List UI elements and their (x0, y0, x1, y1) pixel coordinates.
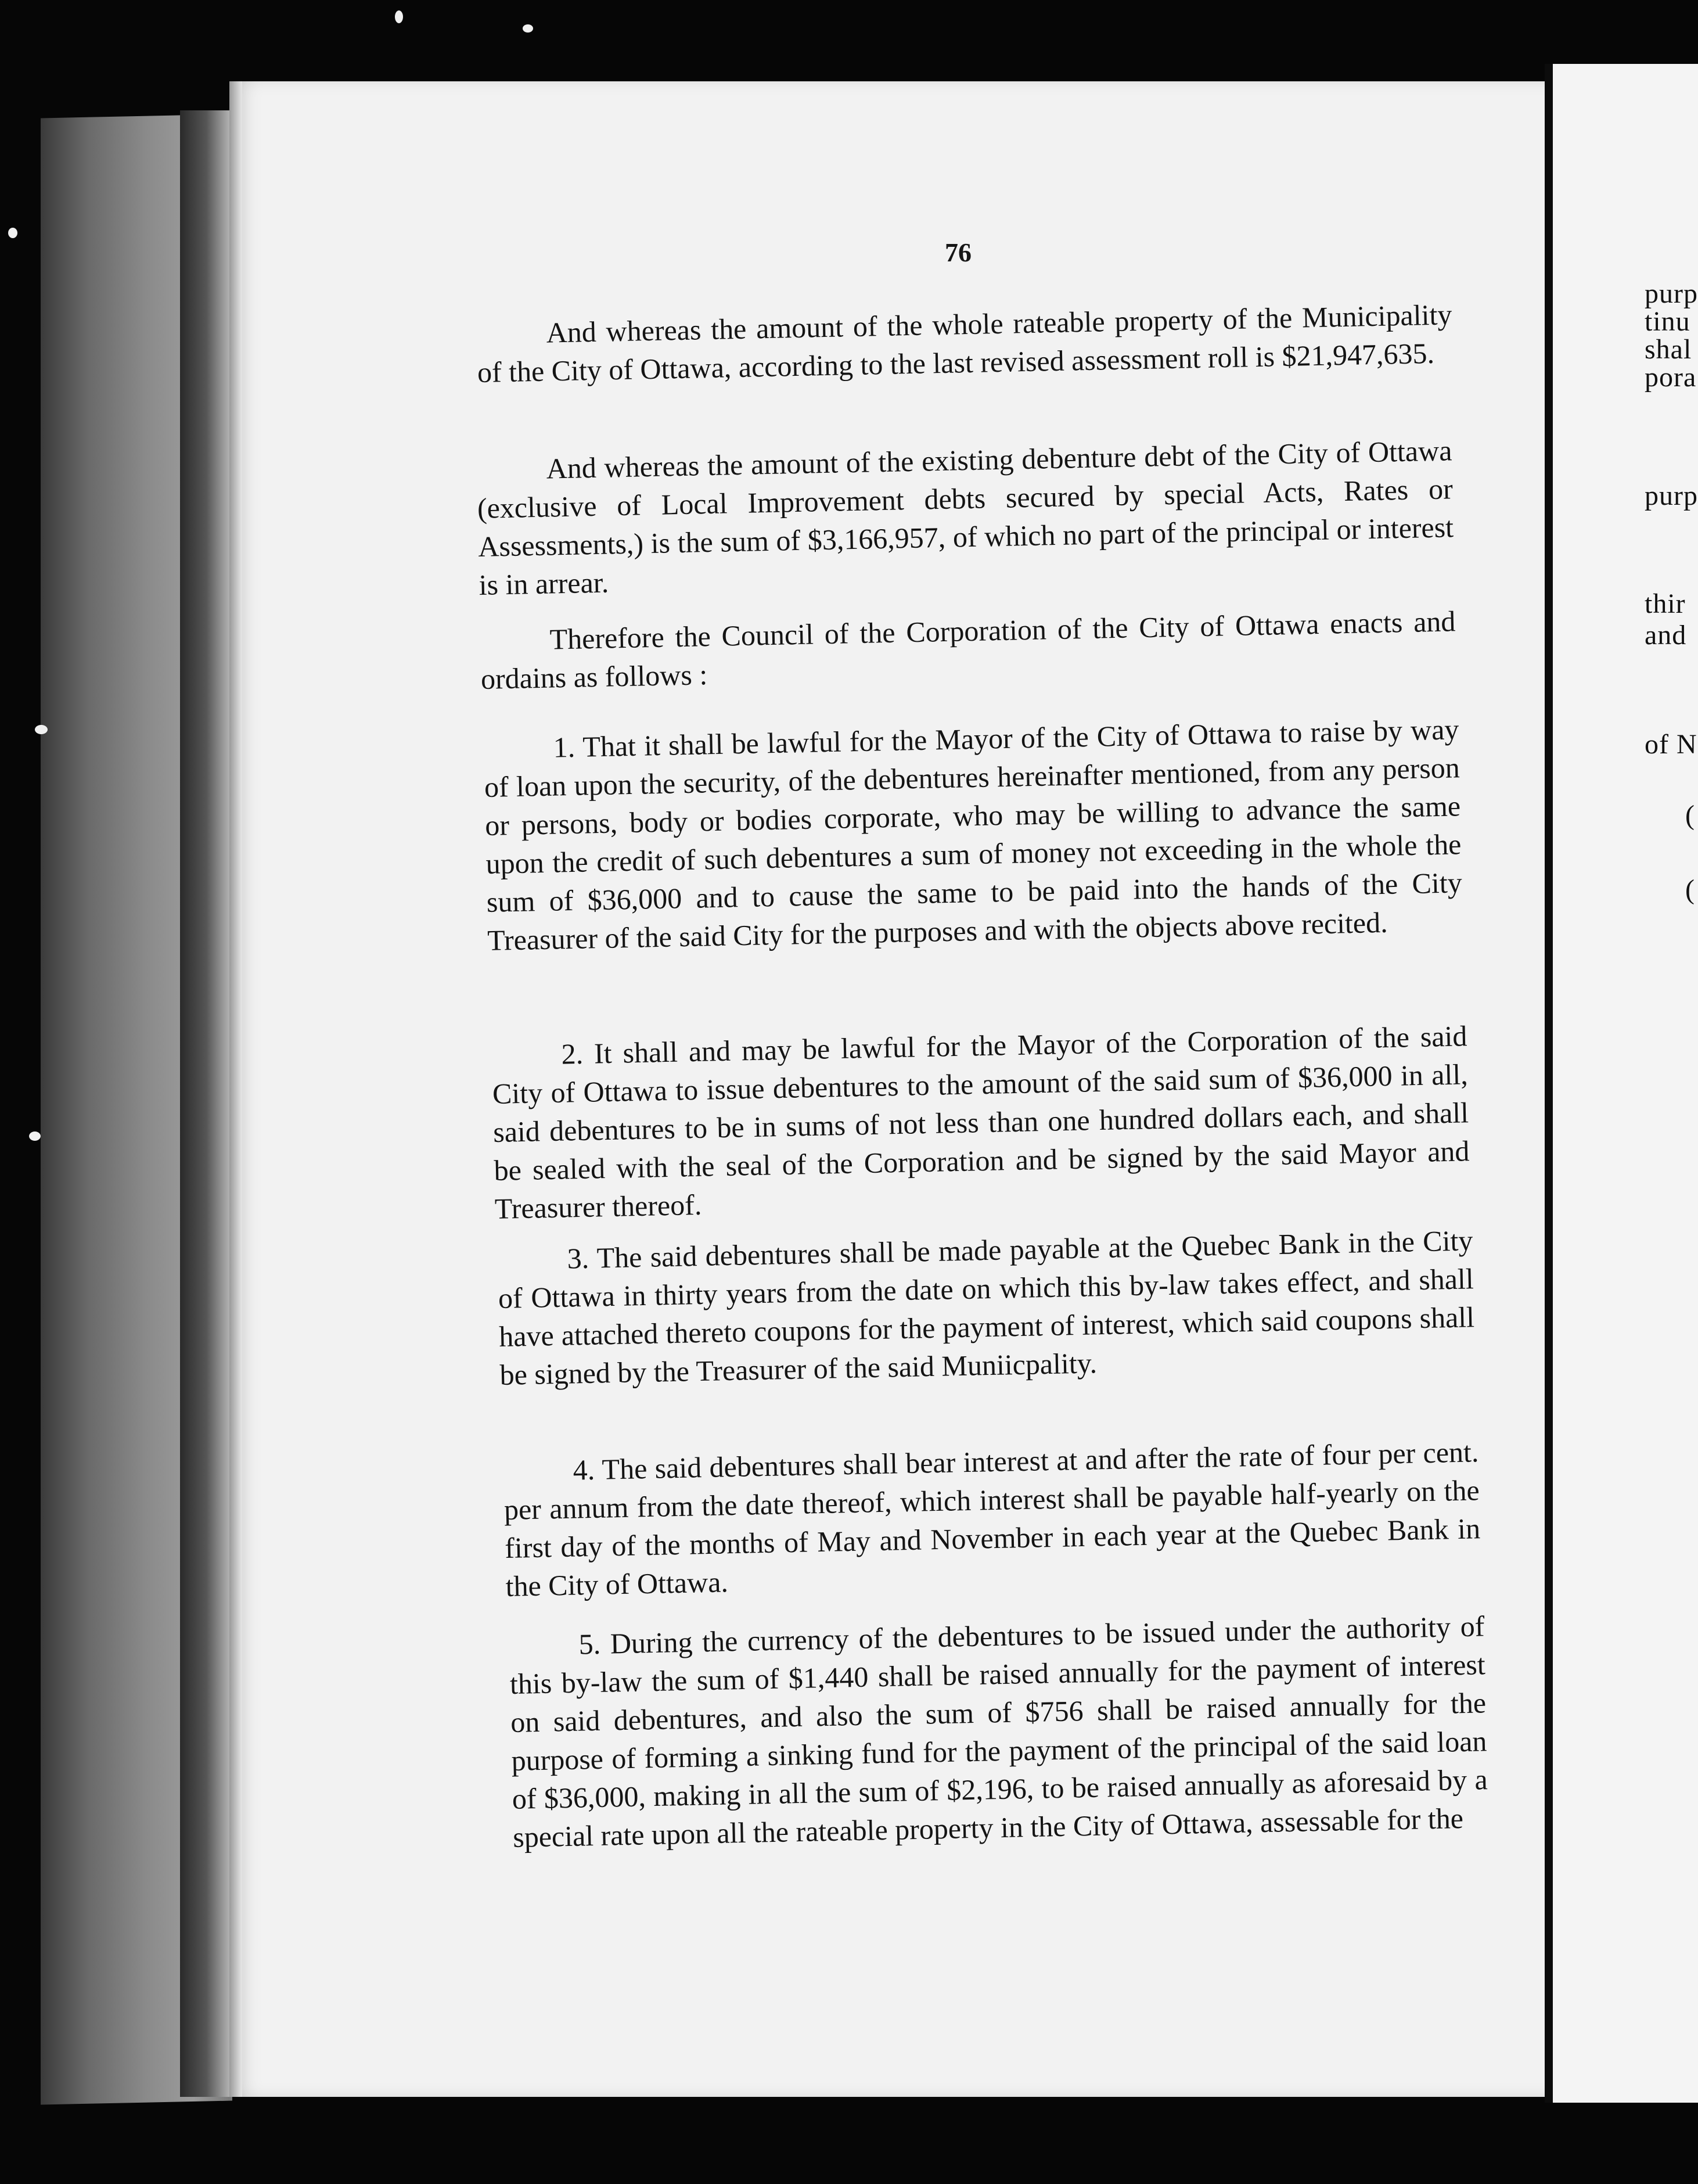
paragraph-text: And whereas the amount of the whole rateable property of the Municipality of the City of Ottawa, according to the last revised assessment roll is $21,947,635. (477, 298, 1452, 389)
scan-speck (8, 228, 17, 238)
facing-page-fragment: purp (1645, 480, 1698, 511)
section-1 (483, 710, 1463, 960)
facing-page-fragment: shal (1645, 334, 1692, 365)
facing-page-fragment: tinu (1645, 306, 1690, 337)
scan-speck (523, 24, 533, 33)
gutter-shadow (180, 110, 232, 2097)
section-3 (497, 1221, 1476, 1394)
scan-speck (35, 725, 48, 734)
facing-page-fragment: purp (1645, 278, 1698, 309)
facing-page-fragment: and (1645, 620, 1687, 651)
facing-page-fragment: pora (1645, 362, 1697, 393)
facing-page-fragment: ( (1685, 874, 1695, 905)
scan-speck (29, 1131, 41, 1141)
scan-speck (395, 10, 403, 23)
section-text: 5. During the currency of the debentures to be issued under the authority of this by-law the sum of $1,440 shall be raised annually for the payment of interest on said debentures, and also the sum of $756 shall be raised annually for the purpose of forming a sinking fund for the payment of the principal of the said loan of $36,000, making in all the sum of $2,196, to be raised annually as aforesaid by a special rate upon all the rateable property in the City of Ottawa, assessable for the (509, 1610, 1488, 1853)
section-4 (503, 1432, 1481, 1605)
section-text: 3. The said debentures shall be made payable at the Quebec Bank in the City of Ottawa in thirty years from the date on which this by-law takes effect, and shall have attached thereto coupons for the payment of interest, which said coupons shall be signed by the Treasurer of the said Muniicpality. (498, 1224, 1475, 1391)
paragraph-text: And whereas the amount of the existing debenture debt of the City of Ottawa (exclusive of Local Improvement debts secured by special Acts, Rates or Assessments,) is the sum of $3,166,957, of which no part of the principal or interest is in arrear. (477, 434, 1454, 601)
facing-page-fragment: ( (1685, 800, 1695, 831)
section-5 (509, 1607, 1489, 1856)
section-text: 2. It shall and may be lawful for the Mayor of the Corporation of the said City of Ottawa to issue debentures to the amount of the said sum of $36,000 in all, said debentures to be in sums of not less than one hundred dollars each, and shall be sealed with the seal of the Corporation and be signed by the said Mayor and Treasurer thereof. (492, 1019, 1470, 1225)
section-2 (491, 1016, 1470, 1228)
facing-page-fragment: thir (1645, 588, 1686, 619)
section-text: 1. That it shall be lawful for the Mayor of the City of Ottawa to raise by way of loan upon the security, of the debentures hereinafter mentioned, from any person or persons, body or bodies corporate, who may be willing to advance the same upon the credit of such debentures a sum of money not exceeding in the whole the sum of $36,000 and to cause the same to be paid into the hands of the City Treasurer of the said City for the purposes and with the objects above recited. (484, 713, 1463, 957)
paragraph-debenture-debt (476, 431, 1455, 604)
page-edge (229, 81, 242, 2097)
facing-page-fragment: of N (1645, 729, 1697, 760)
section-text: 4. The said debentures shall bear interest at and after the rate of four per cent. per annum from the date thereof, which interest shall be payable half-yearly on the first day of the months of May and November in each year at the Quebec Bank in the City of Ottawa. (503, 1435, 1481, 1603)
paragraph-text: Therefore the Council of the Corporation of the City of Ottawa enacts and ordains as follows : (480, 605, 1456, 695)
page-number: 76 (945, 238, 972, 267)
